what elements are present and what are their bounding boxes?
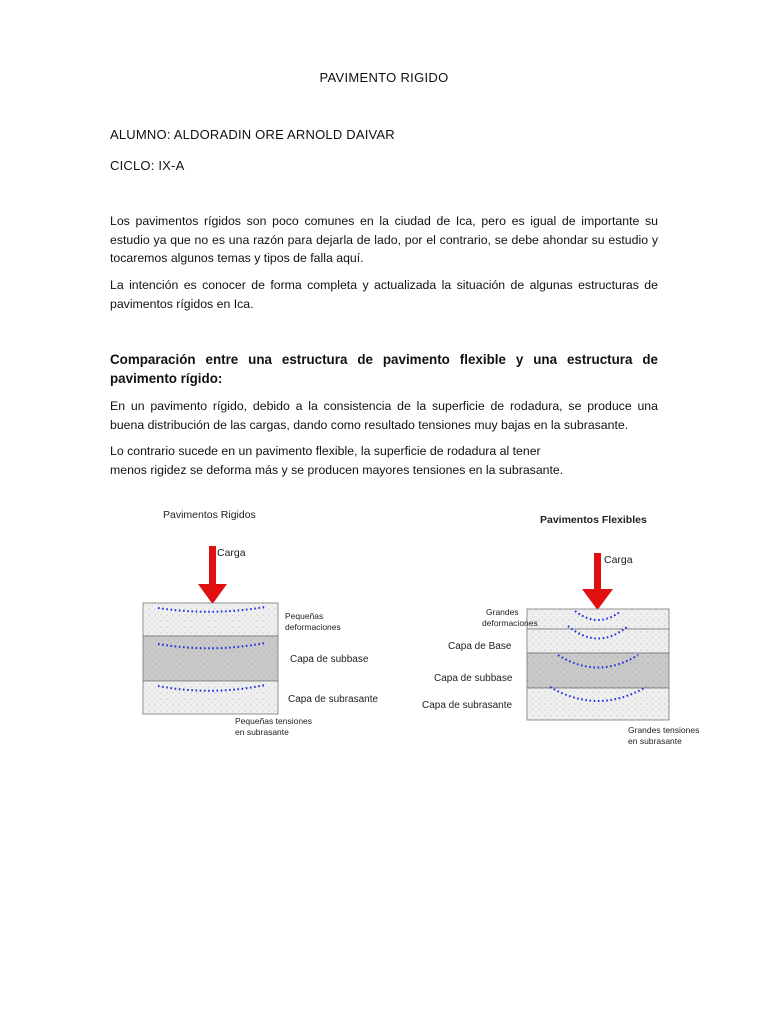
flexible-pavement-diagram (418, 505, 718, 755)
flexible-explanation-line-2: menos rigidez se deforma más y se producen mayores tensiones en la subrasante. (110, 462, 564, 477)
flexible-subbase-label: Capa de subbase (434, 673, 513, 684)
flexible-load-label: Carga (604, 554, 633, 566)
rigid-tension-label-2: en subrasante (235, 727, 289, 737)
flexible-subgrade-label: Capa de subrasante (422, 700, 513, 711)
flexible-title: Pavimentos Flexibles (540, 514, 647, 526)
rigid-deform-label-1: Pequeñas (285, 611, 324, 621)
flexible-explanation-line-1: Lo contrario sucede en un pavimento flexible, la superficie de rodadura al tener (110, 444, 541, 458)
rigid-explanation-paragraph: En un pavimento rígido, debido a la consistencia de la superficie de rodadura, se produce una buena distribución de las cargas, dando como resultado tensiones muy bajas en la subrasante. (110, 399, 658, 432)
rigid-tension-label-1: Pequeñas tensiones (235, 716, 313, 726)
flexible-subgrade-layer (527, 688, 669, 720)
rigid-pavement-diagram (130, 500, 380, 750)
rigid-subgrade-label: Capa de subrasante (288, 694, 379, 705)
flexible-deform-label-2: deformaciones (482, 618, 538, 628)
rigid-subbase-label: Capa de subbase (290, 654, 369, 665)
flexible-tension-label-1: Grandes tensiones (628, 725, 700, 735)
flexible-surface-layer (527, 609, 669, 629)
student-name: ALUMNO: ALDORADIN ORE ARNOLD DAIVAR (110, 127, 395, 142)
rigid-subbase-layer (143, 636, 278, 681)
flexible-tension-label-2: en subrasante (628, 736, 682, 746)
flexible-deform-label-1: Grandes (486, 607, 519, 617)
rigid-load-label: Carga (217, 547, 246, 559)
flexible-explanation-paragraph (110, 442, 658, 479)
rigid-title: Pavimentos Rigidos (163, 509, 256, 521)
cycle-label: CICLO: IX-A (110, 158, 185, 173)
flexible-subbase-layer (527, 653, 669, 688)
intro-paragraph: Los pavimentos rígidos son poco comunes en la ciudad de Ica, pero es igual de importante su estudio ya que no es una razón para dejarla de lado, por el contrario, se debe ahondar su estudio y tocaremos algunos temas y tipos de falla aquí. (110, 214, 658, 265)
rigid-deform-label-2: deformaciones (285, 622, 341, 632)
flexible-base-label: Capa de Base (448, 641, 512, 652)
comparison-heading: Comparación entre una estructura de pavimento flexible y una estructura de pavimento rígido: (110, 352, 658, 386)
page-title: PAVIMENTO RIGIDO (319, 70, 449, 85)
flexible-base-layer (527, 629, 669, 653)
intention-paragraph: La intención es conocer de forma completa y actualizada la situación de algunas estructuras de pavimentos rígidos en Ica. (110, 278, 658, 311)
